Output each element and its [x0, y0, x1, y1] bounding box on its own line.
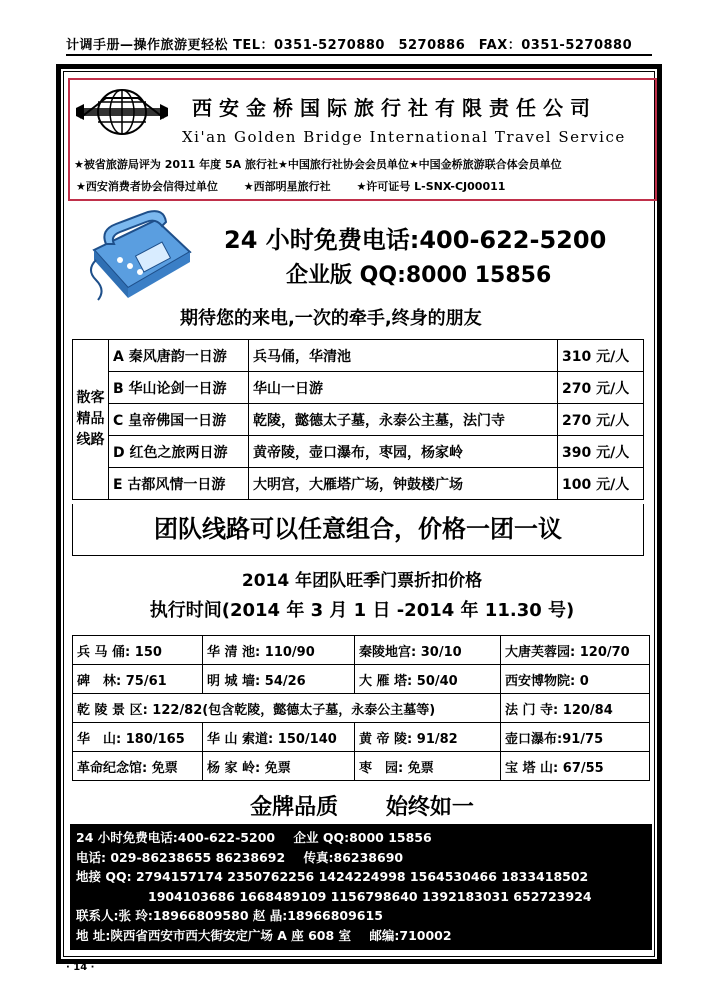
- ticket-cell: 黄 帝 陵: 91/82: [355, 723, 501, 752]
- ad-frame: [56, 64, 662, 964]
- ticket-cell: 西安博物院: 0: [501, 665, 650, 694]
- route-name: C 皇帝佛国一日游: [109, 404, 249, 436]
- ticket-cell: 法 门 寺: 120/84: [501, 694, 650, 723]
- company-en-name: Xi'an Golden Bridge International Travel Service: [182, 128, 626, 146]
- contact-fax: 传真:86238690: [303, 849, 404, 865]
- routes-side-label: 散客精品线路: [73, 340, 109, 500]
- route-name: A 秦风唐韵一日游: [109, 340, 249, 372]
- awards-line-2: [76, 178, 527, 194]
- contact-qq-list-cont: 1904103686 1668489109 1156798640 1392183031 652723924: [148, 888, 592, 904]
- ticket-cell: 华 清 池: 110/90: [203, 636, 355, 665]
- route-price: 100 元/人: [558, 468, 644, 500]
- table-row: [73, 723, 650, 752]
- ticket-cell: 大唐芙蓉园: 120/70: [501, 636, 650, 665]
- table-row: [73, 340, 644, 372]
- table-row: [73, 404, 644, 436]
- table-row: [73, 694, 650, 723]
- tickets-table: [72, 635, 650, 781]
- contact-persons: 联系人:张 玲:18966809580 赵 晶:18966809615: [76, 908, 383, 923]
- routes-footer: 团队线路可以任意组合，价格一团一议: [72, 504, 644, 556]
- ticket-cell: 枣 园: 免票: [355, 752, 501, 781]
- ticket-cell: 明 城 墙: 54/26: [203, 665, 355, 694]
- contact-block: [70, 824, 652, 950]
- contact-row: [76, 926, 646, 946]
- telephone-icon: [86, 210, 196, 302]
- ad-inner: [63, 71, 655, 957]
- table-row: [73, 372, 644, 404]
- slogan: 期待您的来电,一次的牵手,终身的朋友: [180, 308, 482, 329]
- ticket-cell: 大 雁 塔: 50/40: [355, 665, 501, 694]
- contact-qq-list: 地接 QQ: 2794157174 2350762256 1424224998 1564530466 1833418502: [76, 869, 589, 884]
- contact-row: [76, 828, 646, 848]
- ticket-cell: 华 山 索道: 150/140: [203, 723, 355, 752]
- ticket-cell: 华 山: 180/165: [73, 723, 203, 752]
- contact-phone: 电话: 029-86238655 86238692: [76, 849, 286, 865]
- route-sites: 兵马俑，华清池: [249, 340, 558, 372]
- route-price: 390 元/人: [558, 436, 644, 468]
- company-box: [68, 78, 657, 201]
- globe-logo-icon: [76, 88, 168, 136]
- golden-slogan-part: 始终如一: [385, 795, 474, 820]
- route-sites: 华山一日游: [249, 372, 558, 404]
- ticket-title: 2014 年团队旺季门票折扣价格: [241, 571, 483, 591]
- ticket-cell: 宝 塔 山: 67/55: [501, 752, 650, 781]
- route-name: E 古都风情一日游: [109, 468, 249, 500]
- table-row: [73, 665, 650, 694]
- contact-qq: 企业 QQ:8000 15856: [293, 830, 432, 845]
- company-cn-name: 西安金桥国际旅行社有限责任公司: [192, 96, 597, 120]
- table-row: [73, 468, 644, 500]
- ticket-cell: 革命纪念馆: 免票: [73, 752, 203, 781]
- table-row: [73, 752, 650, 781]
- route-name: D 红色之旅两日游: [109, 436, 249, 468]
- page-header: [66, 30, 652, 56]
- ticket-cell: 乾 陵 景 区: 122/82(包含乾陵，懿德太子墓，永泰公主墓等): [73, 694, 501, 723]
- golden-slogan: [64, 790, 660, 821]
- route-price: 270 元/人: [558, 372, 644, 404]
- ticket-time: 执行时间(2014 年 3 月 1 日 -2014 年 11.30 号): [149, 600, 575, 621]
- contact-postcode: 邮编:710002: [369, 927, 452, 943]
- table-row: [73, 436, 644, 468]
- contact-hotline: 24 小时免费电话:400-622-5200: [76, 830, 276, 845]
- enterprise-qq: 企业版 QQ:8000 15856: [286, 263, 552, 288]
- route-sites: 大明宫，大雁塔广场，钟鼓楼广场: [249, 468, 558, 500]
- header-text: 计调手册—操作旅游更轻松 TEL：0351-5270880 5270886 FAX：0351-5270880: [66, 38, 633, 53]
- routes-table: [72, 339, 644, 500]
- route-price: 310 元/人: [558, 340, 644, 372]
- route-name: B 华山论剑一日游: [109, 372, 249, 404]
- awards-line-1: ★被省旅游局评为 2011 年度 5A 旅行社★中国旅行社协会会员单位★中国金桥旅游联合体会员单位: [74, 158, 562, 171]
- award-item: ★西安消费者协会信得过单位: [76, 180, 218, 193]
- hotline-number: 24 小时免费电话:400-622-5200: [224, 226, 607, 254]
- ticket-cell: 兵 马 俑: 150: [73, 636, 203, 665]
- contact-address: 地 址:陕西省西安市西大街安定广场 A 座 608 室: [76, 927, 352, 943]
- page-number: · 14 ·: [66, 962, 95, 973]
- ticket-cell: 碑 林: 75/61: [73, 665, 203, 694]
- license-number: ★许可证号 L-SNX-CJ00011: [356, 180, 506, 193]
- route-price: 270 元/人: [558, 404, 644, 436]
- ticket-cell: 杨 家 岭: 免票: [203, 752, 355, 781]
- ticket-cell: 秦陵地宫: 30/10: [355, 636, 501, 665]
- route-sites: 乾陵，懿德太子墓，永泰公主墓，法门寺: [249, 404, 558, 436]
- route-sites: 黄帝陵，壶口瀑布，枣园，杨家岭: [249, 436, 558, 468]
- table-row: [73, 636, 650, 665]
- golden-slogan-part: 金牌品质: [250, 795, 339, 820]
- award-item: ★西部明星旅行社: [243, 180, 331, 193]
- ticket-cell: 壶口瀑布:91/75: [501, 723, 650, 752]
- contact-row: [76, 848, 646, 868]
